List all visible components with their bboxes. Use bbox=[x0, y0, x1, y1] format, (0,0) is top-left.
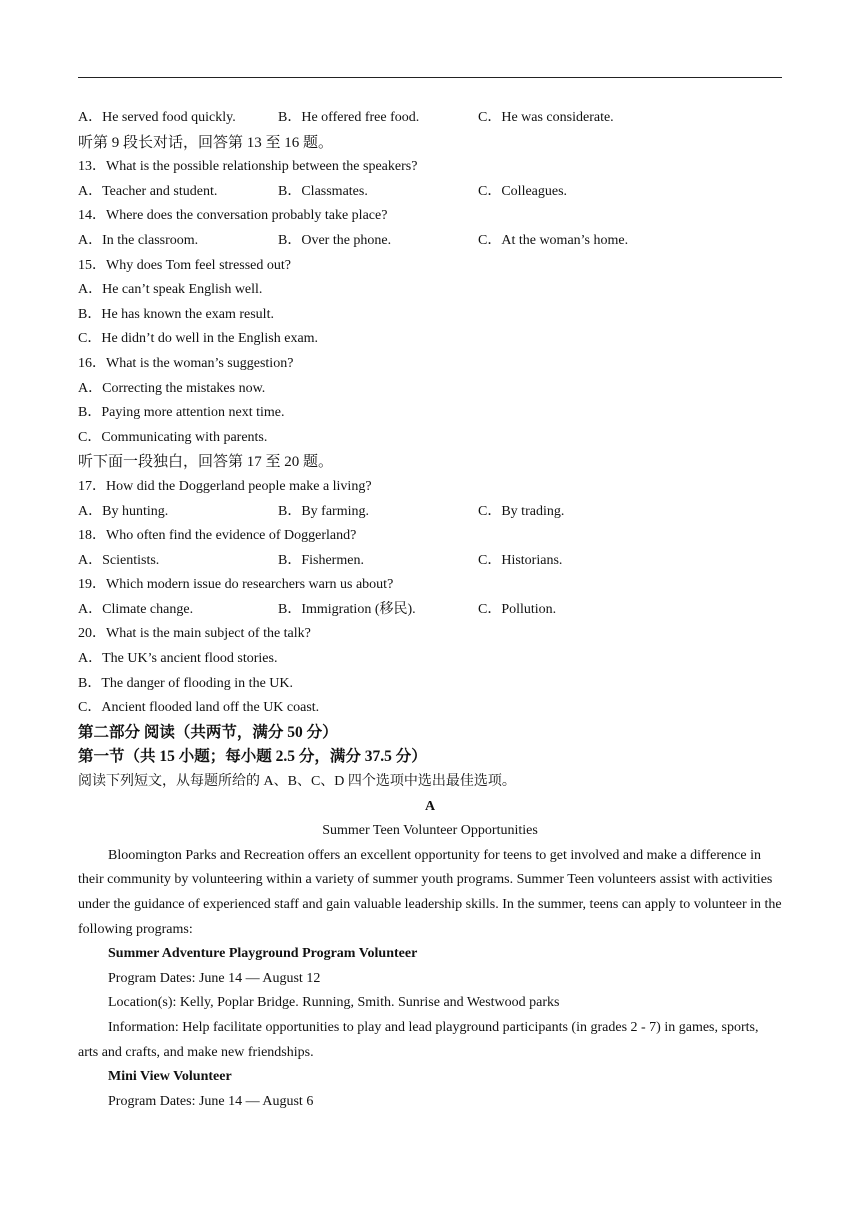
q17-option-b: B．By farming. bbox=[278, 503, 369, 519]
q20-option-a: A．The UK’s ancient flood stories. bbox=[78, 651, 278, 667]
section1-heading: 第一节（共 15 小题；每小题 2.5 分，满分 37.5 分） bbox=[78, 748, 427, 766]
q17-question: 17．How did the Doggerland people make a living? bbox=[78, 478, 372, 494]
q19-option-a: A．Climate change. bbox=[78, 601, 194, 617]
q14-option-a: A．In the classroom. bbox=[78, 232, 199, 248]
q15-option-b: B．He has known the exam result. bbox=[78, 306, 274, 322]
q15-option-a: A．He can’t speak English well. bbox=[78, 282, 263, 298]
q18-question: 18．Who often find the evidence of Doggerland? bbox=[78, 528, 357, 544]
q18-options bbox=[78, 549, 782, 574]
program1-dates: Program Dates: June 14 — August 12 bbox=[108, 970, 321, 986]
q19-option-c: C．Pollution. bbox=[478, 601, 557, 617]
part2-heading: 第二部分 阅读（共两节，满分 50 分） bbox=[78, 723, 338, 741]
exam-page-content bbox=[78, 106, 782, 1114]
program1-name: Summer Adventure Playground Program Volunteer bbox=[108, 946, 418, 962]
q18-option-c: C．Historians. bbox=[478, 552, 563, 568]
q12-options bbox=[78, 106, 782, 131]
q15-option-c: C．He didn’t do well in the English exam. bbox=[78, 331, 319, 347]
q13-option-b: B．Classmates. bbox=[278, 183, 368, 199]
q18-option-b: B．Fishermen. bbox=[278, 552, 364, 568]
q20-option-b: B．The danger of flooding in the UK. bbox=[78, 675, 294, 691]
q16-question: 16．What is the woman’s suggestion? bbox=[78, 355, 294, 371]
q13-option-a: A．Teacher and student. bbox=[78, 183, 218, 199]
q12-option-b: B．He offered free food. bbox=[278, 110, 420, 125]
header-rule bbox=[78, 77, 782, 78]
q20-question: 20．What is the main subject of the talk? bbox=[78, 626, 311, 642]
q14-option-c: C．At the woman’s home. bbox=[478, 232, 629, 248]
q14-options bbox=[78, 229, 782, 254]
q13-options bbox=[78, 180, 782, 205]
q17-options bbox=[78, 500, 782, 525]
q16-option-a: A．Correcting the mistakes now. bbox=[78, 380, 266, 396]
monologue-instruction: 听下面一段独白，回答第 17 至 20 题。 bbox=[78, 454, 334, 471]
q19-option-b: B．Immigration (移民). bbox=[278, 601, 416, 617]
program1-locations: Location(s): Kelly, Poplar Bridge. Running, Smith. Sunrise and Westwood parks bbox=[108, 995, 560, 1011]
passage-title: Summer Teen Volunteer Opportunities bbox=[322, 823, 538, 839]
section9-instruction: 听第 9 段长对话，回答第 13 至 16 题。 bbox=[78, 134, 334, 151]
q18-option-a: A．Scientists. bbox=[78, 552, 160, 568]
passage-letter: A bbox=[424, 798, 436, 814]
q16-option-c: C．Communicating with parents. bbox=[78, 429, 268, 445]
program2-name: Mini View Volunteer bbox=[108, 1069, 232, 1085]
q15-question: 15．Why does Tom feel stressed out? bbox=[78, 257, 291, 273]
q19-options bbox=[78, 598, 782, 623]
q17-option-c: C．By trading. bbox=[478, 503, 565, 519]
reading-instruction: 阅读下列短文，从每题所给的 A、B、C、D 四个选项中选出最佳选项。 bbox=[78, 774, 516, 790]
q13-question: 13．What is the possible relationship between the speakers? bbox=[78, 159, 418, 175]
q14-question: 14．Where does the conversation probably take place? bbox=[78, 208, 388, 224]
q12-option-a: A．He served food quickly. bbox=[78, 110, 236, 125]
program1-info: Information: Help facilitate opportunities to play and lead playground participants (in grades 2 - 7) in games, sports, arts and crafts, and make new friendships. bbox=[78, 1019, 759, 1060]
q16-option-b: B．Paying more attention next time. bbox=[78, 405, 285, 421]
q12-option-c: C．He was considerate. bbox=[478, 110, 614, 125]
program2-dates: Program Dates: June 14 — August 6 bbox=[108, 1093, 314, 1109]
passage-intro: Bloomington Parks and Recreation offers an excellent opportunity for teens to get involved and make a difference in their community by volunteering within a variety of summer youth programs. Summer Teen volunteers assist with activities under the guidance of experienced staff and gain valuable leadership skills. In the summer, teens can apply to volunteer in the following programs: bbox=[78, 847, 782, 937]
q14-option-b: B．Over the phone. bbox=[278, 232, 392, 248]
q13-option-c: C．Colleagues. bbox=[478, 183, 568, 199]
q20-option-c: C．Ancient flooded land off the UK coast. bbox=[78, 700, 320, 716]
q19-question: 19．Which modern issue do researchers warn us about? bbox=[78, 577, 394, 593]
q17-option-a: A．By hunting. bbox=[78, 503, 169, 519]
